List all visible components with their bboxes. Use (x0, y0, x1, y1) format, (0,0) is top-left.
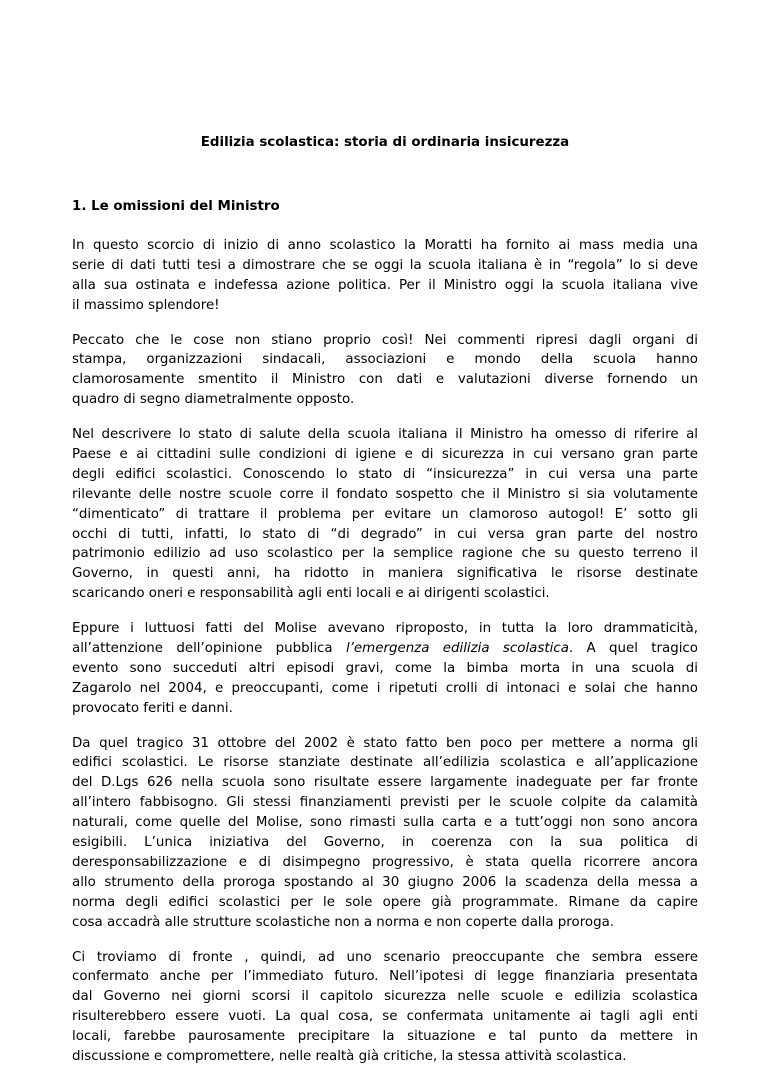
text-line: Da quel tragico 31 ottobre del 2002 è stato fatto ben poco per mettere a norma gli (72, 735, 698, 751)
text-line-mixed (72, 639, 698, 659)
text-line: clamorosamente smentito il Ministro con dati e valutazioni diverse fornendo un (72, 372, 698, 388)
text-line: Nel descrivere lo stato di salute della scuola italiana il Ministro ha omesso di riferire al (72, 427, 698, 443)
text-line: quadro di segno diametralmente opposto. (72, 392, 355, 408)
text-line: alla sua ostinata e indefessa azione politica. Per il Ministro oggi la scuola italiana vive (72, 277, 698, 293)
text-line: Eppure i luttuosi fatti del Molise avevano riproposto, in tutta la loro drammaticità, (72, 621, 698, 637)
text-line: occhi di tutti, infatti, lo stato di “di degrado” in cui versa gran parte del nostro (72, 526, 698, 542)
text-line: provocato feriti e danni. (72, 700, 233, 716)
text-line: del D.Lgs 626 nella scuola sono risultate essere largamente inadeguate per far fronte (72, 775, 698, 791)
text-line: patrimonio edilizio ad uso scolastico per la semplice ragione che su questo terreno il (72, 546, 698, 562)
text-line: all’intero fabbisogno. Gli stessi finanziamenti previsti per le scuole colpite da calamità (72, 795, 698, 811)
text-segment: all’attenzione dell’opinione pubblica (72, 641, 346, 657)
section-heading: 1. Le omissioni del Ministro (72, 199, 280, 214)
text-line: Ci troviamo di fronte , quindi, ad uno scenario preoccupante che sembra essere (72, 949, 698, 965)
text-line: scaricando oneri e responsabilità agli enti locali e ai dirigenti scolastici. (72, 586, 550, 602)
paragraph-5 (72, 734, 698, 933)
text-line: il massimo splendore! (72, 297, 220, 313)
paragraph-6 (72, 948, 698, 1067)
text-line: cosa accadrà alle strutture scolastiche non a norma e non coperte dalla proroga. (72, 914, 615, 930)
text-segment: . A quel tragico (568, 641, 698, 657)
text-line: “dimenticato” di trattare il problema per evitare un clamoroso autogol! E’ sotto gli (72, 506, 698, 522)
text-line: naturali, come quelle del Molise, sono rimasti sulla carta e a tutt’oggi non sono ancora (72, 815, 698, 831)
emphasis-text: l’emergenza edilizia scolastica (345, 641, 569, 657)
paragraph-3 (72, 425, 698, 604)
text-line: degli edifici scolastici. Conoscendo lo stato di “insicurezza” in cui versa una parte (72, 466, 698, 482)
text-line: evento sono succeduti altri episodi gravi, come la bimba morta in una scuola di (72, 660, 698, 676)
text-line: dal Governo nei giorni scorsi il capitolo sicurezza nelle scuole e edilizia scolastica (72, 989, 698, 1005)
text-line: In questo scorcio di inizio di anno scolastico la Moratti ha fornito ai mass media una (72, 238, 698, 253)
text-line: esigibili. L’unica iniziativa del Governo, in coerenza con la sua politica di (72, 835, 698, 851)
text-line: discussione e compromettere, nelle realtà già critiche, la stessa attività scolastica. (72, 1048, 627, 1064)
document-title: Edilizia scolastica: storia di ordinaria insicurezza (200, 135, 570, 150)
text-line: Peccato che le cose non stiano proprio così! Nei commenti ripresi dagli organi di (72, 332, 698, 348)
text-line: locali, farebbe paurosamente precipitare la situazione e tal punto da mettere in (72, 1029, 698, 1045)
text-line: confermato anche per l’immediato futuro. Nell’ipotesi di legge finanziaria presentata (72, 969, 698, 985)
text-line: deresponsabilizzazione e di disimpegno progressivo, è stata quella ricorrere ancora (72, 854, 698, 870)
paragraph-4 (72, 619, 698, 718)
text-line: allo strumento della proroga spostando al 30 giugno 2006 la scadenza della messa a (72, 874, 698, 890)
document-body (72, 236, 698, 1082)
text-line: Governo, in questi anni, ha ridotto in maniera significativa le risorse destinate (72, 566, 698, 582)
paragraph-2 (72, 331, 698, 411)
text-line: edifici scolastici. Le risorse stanziate destinate all’edilizia scolastica e all’applicazione (72, 755, 698, 771)
text-line: Zagarolo nel 2004, e preoccupanti, come i ripetuti crolli di intonaci e solai che hanno (72, 680, 698, 696)
text-line: stampa, organizzazioni sindacali, associazioni e mondo della scuola hanno (72, 352, 698, 368)
text-line: serie di dati tutti tesi a dimostrare che se oggi la scuola italiana è in “regola” lo si deve (72, 257, 698, 273)
text-line: risulterebbero essere vuoti. La qual cosa, se confermata unitamente ai tagli agli enti (72, 1009, 698, 1025)
paragraph-1 (72, 236, 698, 316)
text-line: rilevante delle nostre scuole corre il fondato sospetto che il Ministro si sia volutamente (72, 486, 698, 502)
text-line: Paese e ai cittadini sulle condizioni di igiene e di sicurezza in cui versano gran parte (72, 447, 698, 463)
text-line: norma degli edifici scolastici per le sole opere già programmate. Rimane da capire (72, 894, 698, 910)
